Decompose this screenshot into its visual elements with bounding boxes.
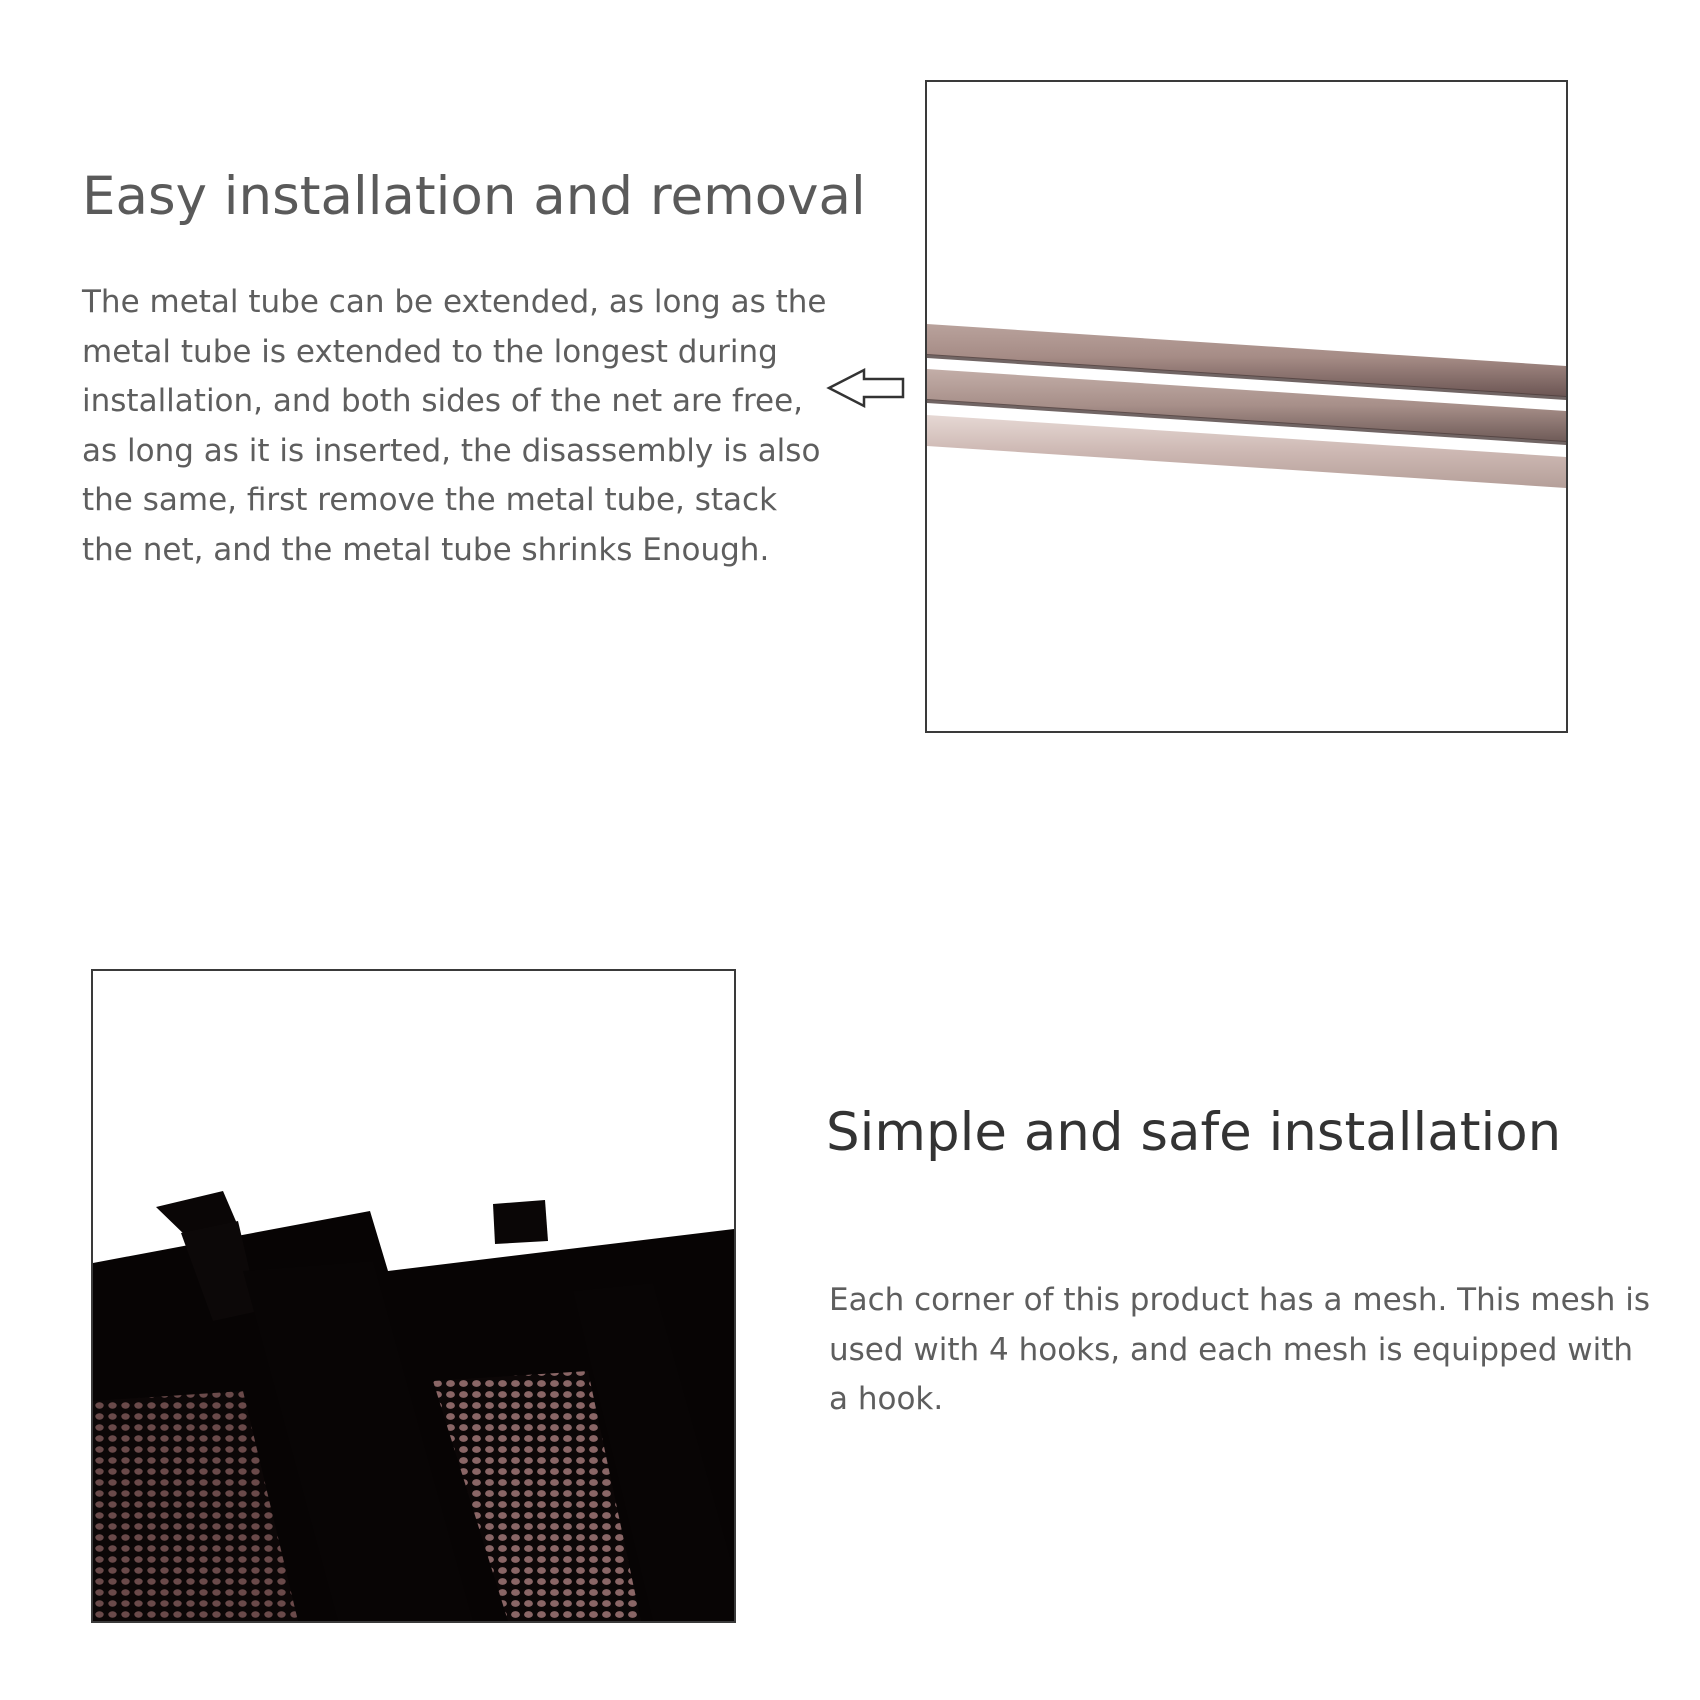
section-description-easy-installation: The metal tube can be extended, as long as the metal tube is extended to the longest during installation, and both sides of the net are free, as long as it is inserted, the disassembly is also the same, first remove the metal tube, stack the net, and the metal tube shrinks Enough. [82, 284, 827, 568]
section-description-simple-safe-installation: Each corner of this product has a mesh. This mesh is used with 4 hooks, and each mesh is equipped with a hook. [829, 1282, 1651, 1417]
metal-tube-illustration [927, 82, 1566, 731]
left-arrow-icon [826, 367, 906, 409]
mesh-corner-illustration [93, 971, 734, 1621]
section-title-easy-installation: Easy installation and removal [82, 166, 866, 227]
section-title-simple-safe-installation: Simple and safe installation [826, 1102, 1562, 1163]
mesh-hook-photo [91, 969, 736, 1623]
metal-tube-photo [925, 80, 1568, 733]
